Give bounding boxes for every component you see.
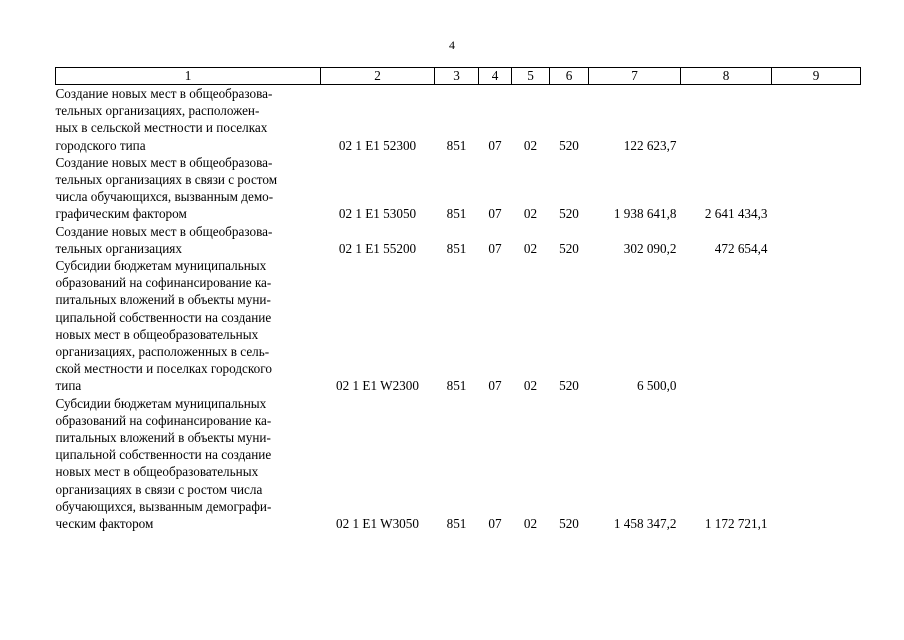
cell-col-4: 07 [488,240,502,256]
page-number: 4 [449,38,455,52]
name-line: ципальной собственности на создание [55,309,272,325]
cell-col-6: 520 [559,378,579,394]
amount-col-8: 472 654,4 [714,240,768,256]
header-col-3: 3 [435,68,479,85]
header-col-8: 8 [681,68,772,85]
table-row [56,154,861,223]
name-line: ческим фактором [55,516,154,532]
cell-col-4: 07 [488,206,502,222]
name-line: организациях, расположенных в сель- [55,344,270,360]
name-line: тельных организациях [55,240,182,256]
name-line: тельных организациях в связи с ростом [55,172,278,188]
header-col-6: 6 [550,68,589,85]
budget-table [55,67,861,532]
name-line: ных в сельской местности и поселках [55,120,268,136]
cell-col-6: 520 [559,516,579,532]
row-name [56,85,321,154]
cell-col-6: 520 [559,137,579,153]
table-row [56,257,861,395]
row-name [56,223,321,257]
cell-col-5: 02 [523,378,538,394]
budget-code: 02 1 E1 52300 [338,137,417,153]
name-line: ской местности и поселках городского [55,361,272,377]
name-line: Субсидии бюджетам муниципальных [55,395,267,411]
name-line: городского типа [55,137,146,153]
name-line: числа обучающихся, вызванным демо- [55,189,274,205]
amount-col-7: 1 458 347,2 [613,516,677,532]
amount-col-9 [772,257,861,395]
table-row [56,395,861,533]
cell-col-4: 07 [488,378,502,394]
name-line: ципальной собственности на создание [55,447,272,463]
budget-code: 02 1 E1 W3050 [336,516,419,532]
cell-col-5: 02 [523,137,538,153]
row-name [56,154,321,223]
cell-col-5: 02 [523,206,538,222]
row-name [56,395,321,533]
amount-col-7: 302 090,2 [623,240,677,256]
cell-col-5: 02 [523,240,538,256]
budget-code: 02 1 E1 53050 [338,206,417,222]
name-line: новых мест в общеобразовательных [55,326,259,342]
table-row [56,85,861,154]
name-line: Субсидии бюджетам муниципальных [55,258,267,274]
header-row [56,68,861,85]
header-col-2: 2 [321,68,435,85]
header-col-7: 7 [589,68,681,85]
header-col-1: 1 [56,68,321,85]
name-line: Создание новых мест в общеобразова- [55,223,273,239]
amount-col-8: 2 641 434,3 [704,206,768,222]
header-col-9: 9 [772,68,861,85]
name-line: Создание новых мест в общеобразова- [55,154,273,170]
name-line: питальных вложений в объекты муни- [55,430,271,446]
cell-col-6: 520 [559,206,579,222]
amount-col-7: 6 500,0 [636,378,677,394]
budget-code: 02 1 E1 W2300 [336,378,419,394]
name-line: тельных организациях, расположен- [55,103,260,119]
table-row [56,223,861,257]
budget-code: 02 1 E1 55200 [338,240,417,256]
cell-col-3: 851 [446,378,467,394]
cell-col-5: 02 [523,516,538,532]
amount-col-7: 122 623,7 [623,137,677,153]
name-line: организациях в связи с ростом числа [55,481,263,497]
header-col-4: 4 [479,68,512,85]
amount-col-9 [772,223,861,257]
name-line: образований на софинансирование ка- [55,412,272,428]
name-line: новых мест в общеобразовательных [55,464,259,480]
amount-col-7: 1 938 641,8 [613,206,677,222]
cell-col-3: 851 [446,206,467,222]
name-line: образований на софинансирование ка- [55,275,272,291]
amount-col-9 [772,154,861,223]
cell-col-4: 07 [488,137,502,153]
header-col-5: 5 [512,68,550,85]
cell-col-4: 07 [488,516,502,532]
name-line: графическим фактором [55,206,187,222]
cell-col-3: 851 [446,137,467,153]
name-line: питальных вложений в объекты муни- [55,292,271,308]
name-line: обучающихся, вызванным демографи- [55,498,272,514]
name-line: типа [55,378,82,394]
amount-col-9 [772,395,861,533]
amount-col-8 [681,257,772,395]
row-name [56,257,321,395]
amount-col-8 [681,85,772,154]
name-line: Создание новых мест в общеобразова- [55,86,273,101]
cell-col-3: 851 [446,516,467,532]
amount-col-8: 1 172 721,1 [704,516,768,532]
cell-col-3: 851 [446,240,467,256]
amount-col-9 [772,85,861,154]
cell-col-6: 520 [559,240,579,256]
